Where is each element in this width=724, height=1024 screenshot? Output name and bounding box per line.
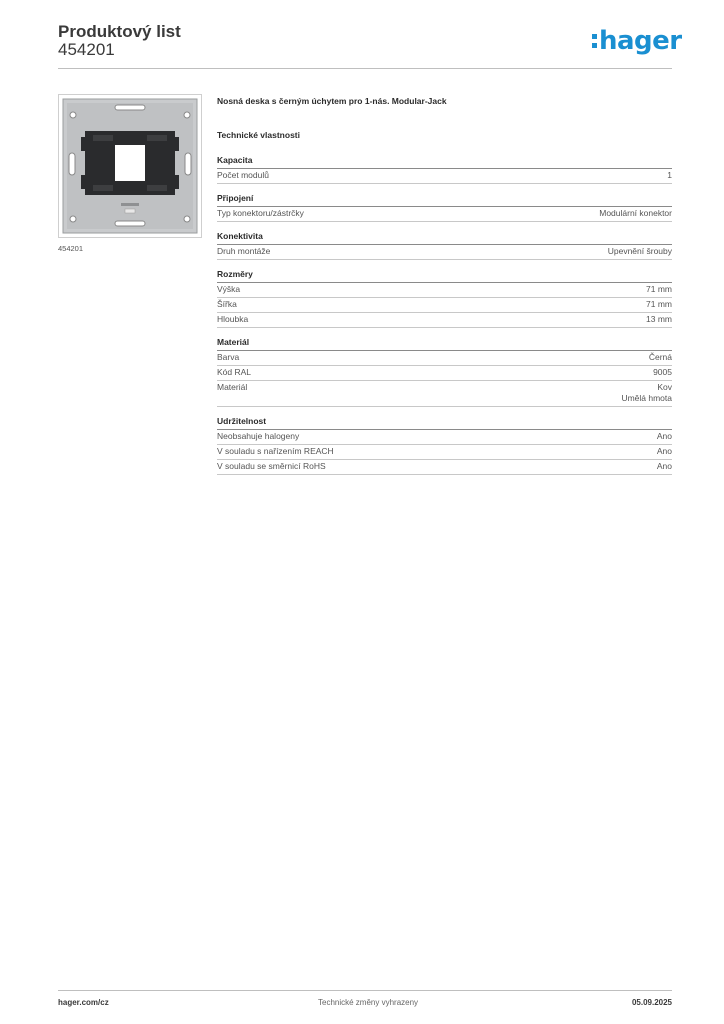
spec-group-dimensions: [217, 269, 672, 328]
spec-label: Neobsahuje halogeny: [217, 431, 300, 441]
footer-notice: Technické změny vyhrazeny: [318, 998, 419, 1007]
spec-value: 71 mm: [646, 284, 672, 294]
product-image: [58, 94, 202, 238]
spec-label: V souladu s nařízením REACH: [217, 446, 334, 456]
spec-group-connection: [217, 193, 672, 222]
spec-value: Modulární konektor: [599, 208, 672, 218]
spec-label: V souladu se směrnicí RoHS: [217, 461, 326, 471]
spec-label: Kód RAL: [217, 367, 252, 377]
group-heading: Připojení: [217, 193, 672, 207]
spec-row: [217, 245, 672, 260]
spec-label: Šířka: [217, 299, 237, 309]
spec-group-material: [217, 337, 672, 407]
spec-group-connectivity: [217, 231, 672, 260]
spec-value: Ano: [656, 446, 672, 456]
group-heading: Rozměry: [217, 269, 672, 283]
header-divider: [58, 68, 672, 69]
group-heading: Materiál: [217, 337, 672, 351]
spec-row: [217, 313, 672, 328]
group-heading: Kapacita: [217, 155, 672, 169]
spec-value: 71 mm: [646, 299, 672, 309]
footer-divider: [58, 990, 672, 991]
hager-logo: [592, 26, 682, 56]
spec-group-sustainability: [217, 416, 672, 475]
footer-website-link[interactable]: hager.com/cz: [58, 998, 109, 1007]
spec-label: Počet modulů: [217, 170, 269, 180]
spec-value: Upevnění šrouby: [607, 246, 672, 256]
spec-row: [217, 351, 672, 366]
image-caption: 454201: [58, 244, 84, 253]
spec-value: Kov Umělá hmota: [621, 382, 672, 403]
footer-date: 05.09.2025: [631, 998, 672, 1007]
spec-content: [217, 96, 672, 484]
spec-row: [217, 207, 672, 222]
spec-value: Ano: [656, 461, 672, 471]
spec-value: Černá: [648, 352, 672, 362]
spec-value: 9005: [653, 367, 672, 377]
product-code: 454201: [58, 40, 115, 59]
spec-row: [217, 366, 672, 381]
logo-dots-icon: [592, 34, 598, 52]
group-heading: Konektivita: [217, 231, 672, 245]
spec-label: Druh montáže: [217, 246, 271, 256]
product-title: Nosná deska s černým úchytem pro 1-nás. Modular-Jack: [217, 96, 447, 106]
spec-label: Materiál: [217, 382, 248, 392]
spec-row: [217, 460, 672, 475]
spec-label: Typ konektoru/zástrčky: [217, 208, 304, 218]
section-title: Technické vlastnosti: [217, 130, 300, 140]
spec-row: [217, 445, 672, 460]
spec-row: [217, 283, 672, 298]
spec-row: [217, 298, 672, 313]
spec-row: [217, 169, 672, 184]
group-heading: Udržitelnost: [217, 416, 672, 430]
mounting-plate-icon: [59, 95, 201, 237]
spec-label: Barva: [217, 352, 240, 362]
document-title: Produktový list: [58, 22, 181, 41]
spec-value: 13 mm: [646, 314, 672, 324]
spec-value: Ano: [656, 431, 672, 441]
logo-text: hager: [599, 26, 682, 56]
spec-group-capacity: [217, 155, 672, 184]
spec-value: 1: [667, 170, 672, 180]
spec-row: [217, 430, 672, 445]
spec-label: Výška: [217, 284, 241, 294]
spec-label: Hloubka: [217, 314, 249, 324]
spec-row: [217, 381, 672, 407]
